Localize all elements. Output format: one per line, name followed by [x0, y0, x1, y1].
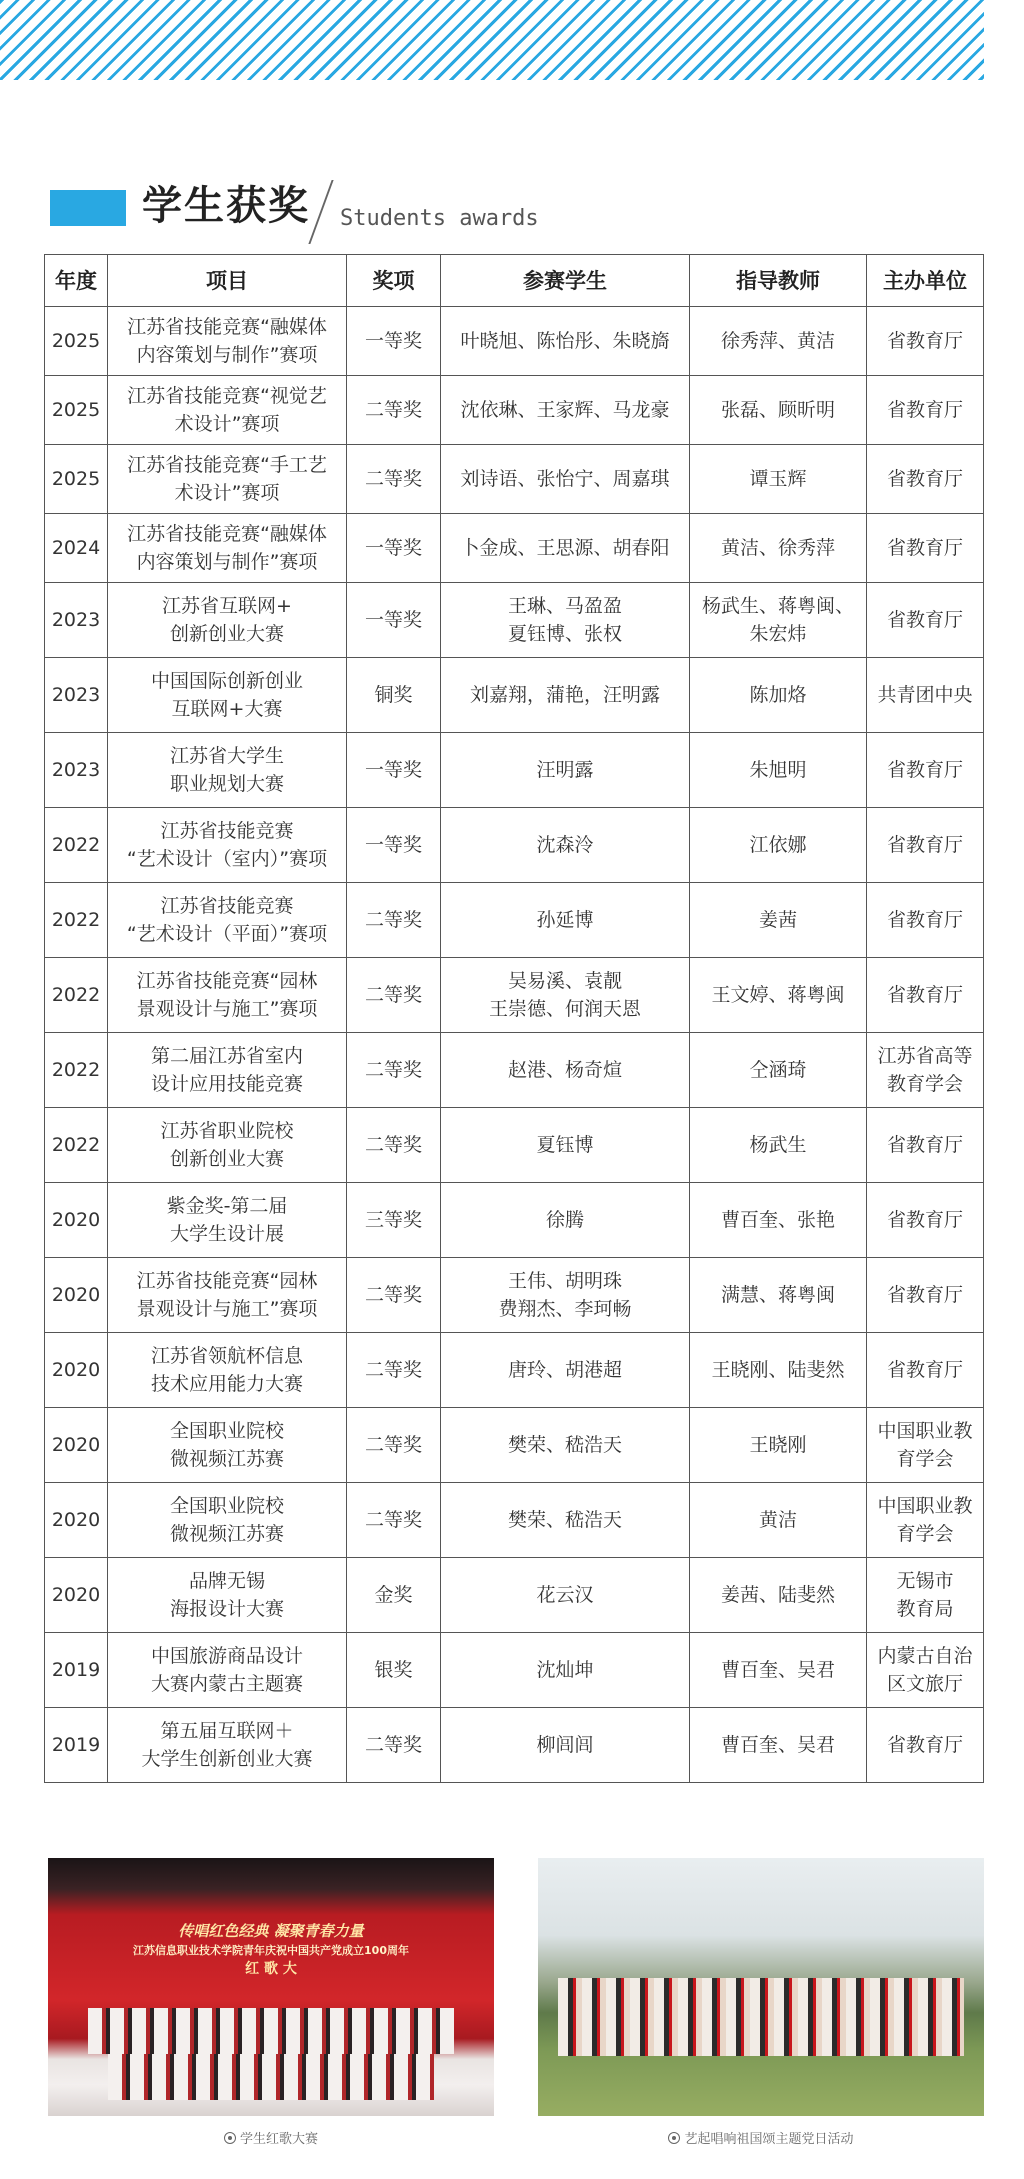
header-project: 项目: [108, 255, 347, 307]
project-cell: 第二届江苏省室内 设计应用技能竞赛: [108, 1033, 347, 1108]
students-cell: 柳闾闾: [441, 1708, 690, 1783]
caption-bullet-icon: [668, 2132, 680, 2144]
award-cell: 银奖: [347, 1633, 441, 1708]
year-cell: 2020: [45, 1483, 108, 1558]
year-cell: 2022: [45, 883, 108, 958]
year-cell: 2023: [45, 658, 108, 733]
organizer-cell: 省教育厅: [867, 514, 984, 583]
project-cell: 江苏省技能竞赛“融媒体 内容策划与制作”赛项: [108, 514, 347, 583]
students-cell: 卜金成、王思源、胡春阳: [441, 514, 690, 583]
year-cell: 2020: [45, 1333, 108, 1408]
organizer-cell: 省教育厅: [867, 307, 984, 376]
students-cell: 王伟、胡明珠 费翔杰、李珂畅: [441, 1258, 690, 1333]
project-cell: 全国职业院校 微视频江苏赛: [108, 1408, 347, 1483]
year-cell: 2020: [45, 1408, 108, 1483]
project-cell: 第五届互联网＋ 大学生创新创业大赛: [108, 1708, 347, 1783]
students-cell: 刘诗语、张怡宁、周嘉琪: [441, 445, 690, 514]
table-row: [45, 1333, 984, 1408]
organizer-cell: 省教育厅: [867, 1258, 984, 1333]
teachers-cell: 曹百奎、吴君: [690, 1633, 867, 1708]
organizer-cell: 省教育厅: [867, 1708, 984, 1783]
project-cell: 江苏省大学生 职业规划大赛: [108, 733, 347, 808]
award-cell: 二等奖: [347, 1333, 441, 1408]
award-cell: 金奖: [347, 1558, 441, 1633]
project-cell: 江苏省技能竞赛“手工艺 术设计”赛项: [108, 445, 347, 514]
students-cell: 刘嘉翔，蒲艳，汪明露: [441, 658, 690, 733]
table-row: [45, 808, 984, 883]
organizer-cell: 省教育厅: [867, 445, 984, 514]
year-cell: 2019: [45, 1633, 108, 1708]
year-cell: 2022: [45, 1033, 108, 1108]
teachers-cell: 王晓刚: [690, 1408, 867, 1483]
award-cell: 二等奖: [347, 1108, 441, 1183]
table-row: [45, 1408, 984, 1483]
award-cell: 二等奖: [347, 1033, 441, 1108]
award-cell: 二等奖: [347, 376, 441, 445]
students-cell: 沈森泠: [441, 808, 690, 883]
students-cell: 叶晓旭、陈怡彤、朱晓旖: [441, 307, 690, 376]
photo-caption-2: [538, 2128, 984, 2147]
organizer-cell: 共青团中央: [867, 658, 984, 733]
organizer-cell: 中国职业教 育学会: [867, 1483, 984, 1558]
year-cell: 2025: [45, 307, 108, 376]
section-title: [50, 178, 750, 242]
students-cell: 沈依琳、王家辉、马龙豪: [441, 376, 690, 445]
year-cell: 2022: [45, 958, 108, 1033]
year-cell: 2025: [45, 445, 108, 514]
students-cell: 孙延博: [441, 883, 690, 958]
teachers-cell: 谭玉辉: [690, 445, 867, 514]
project-cell: 江苏省技能竞赛“融媒体 内容策划与制作”赛项: [108, 307, 347, 376]
section-title-cn: 学生获奖: [142, 183, 310, 229]
organizer-cell: 省教育厅: [867, 958, 984, 1033]
stage-subtitle: 江苏信息职业技术学院青年庆祝中国共产党成立100周年: [133, 1944, 409, 1957]
teachers-cell: 仝涵琦: [690, 1033, 867, 1108]
organizer-cell: 内蒙古自治 区文旅厅: [867, 1633, 984, 1708]
teachers-cell: 满慧、蒋粤闽: [690, 1258, 867, 1333]
project-cell: 江苏省领航杯信息 技术应用能力大赛: [108, 1333, 347, 1408]
table-row: [45, 958, 984, 1033]
teachers-cell: 朱旭明: [690, 733, 867, 808]
header-year: 年度: [45, 255, 108, 307]
organizer-cell: 省教育厅: [867, 733, 984, 808]
teachers-cell: 杨武生、蒋粤闽、 朱宏炜: [690, 583, 867, 658]
students-cell: 王琳、马盈盈 夏钰博、张权: [441, 583, 690, 658]
table-row: [45, 514, 984, 583]
project-cell: 江苏省互联网+ 创新创业大赛: [108, 583, 347, 658]
teachers-cell: 曹百奎、吴君: [690, 1708, 867, 1783]
award-cell: 二等奖: [347, 1483, 441, 1558]
students-cell: 吴易溪、袁靓 王崇德、何润天恩: [441, 958, 690, 1033]
students-cell: 樊荣、嵇浩天: [441, 1483, 690, 1558]
award-cell: 二等奖: [347, 1258, 441, 1333]
header-organizer: 主办单位: [867, 255, 984, 307]
organizer-cell: 省教育厅: [867, 583, 984, 658]
table-row: [45, 376, 984, 445]
project-cell: 江苏省技能竞赛 “艺术设计（室内）”赛项: [108, 808, 347, 883]
header-teachers: 指导教师: [690, 255, 867, 307]
choir-front-row: [108, 2054, 434, 2100]
organizer-cell: 省教育厅: [867, 1108, 984, 1183]
year-cell: 2023: [45, 733, 108, 808]
teachers-cell: 江依娜: [690, 808, 867, 883]
table-row: [45, 1183, 984, 1258]
awards-table: [44, 254, 984, 1783]
organizer-cell: 江苏省高等 教育学会: [867, 1033, 984, 1108]
project-cell: 品牌无锡 海报设计大赛: [108, 1558, 347, 1633]
table-row: [45, 883, 984, 958]
year-cell: 2022: [45, 1108, 108, 1183]
awards-table-body: [45, 307, 984, 1783]
students-cell: 唐玲、胡港超: [441, 1333, 690, 1408]
photo-caption-1: [48, 2128, 494, 2147]
teachers-cell: 曹百奎、张艳: [690, 1183, 867, 1258]
award-cell: 一等奖: [347, 583, 441, 658]
table-row: [45, 1708, 984, 1783]
organizer-cell: 中国职业教 育学会: [867, 1408, 984, 1483]
table-header-row: [45, 255, 984, 307]
teachers-cell: 姜茜: [690, 883, 867, 958]
year-cell: 2020: [45, 1183, 108, 1258]
year-cell: 2024: [45, 514, 108, 583]
red-song-contest-photo: [48, 1858, 494, 2116]
project-cell: 中国国际创新创业 互联网+大赛: [108, 658, 347, 733]
teachers-cell: 徐秀萍、黄洁: [690, 307, 867, 376]
year-cell: 2025: [45, 376, 108, 445]
title-divider-slash: [308, 180, 333, 244]
table-row: [45, 658, 984, 733]
table-row: [45, 307, 984, 376]
year-cell: 2023: [45, 583, 108, 658]
year-cell: 2022: [45, 808, 108, 883]
party-day-activity-photo: [538, 1858, 984, 2116]
students-cell: 沈灿坤: [441, 1633, 690, 1708]
teachers-cell: 黄洁、徐秀萍: [690, 514, 867, 583]
award-cell: 二等奖: [347, 958, 441, 1033]
organizer-cell: 省教育厅: [867, 808, 984, 883]
activity-group: [558, 1978, 964, 2056]
award-cell: 一等奖: [347, 514, 441, 583]
award-cell: 一等奖: [347, 733, 441, 808]
photo-caption-2-text: 艺起唱响祖国颂主题党日活动: [684, 2132, 854, 2147]
teachers-cell: 王文婷、蒋粤闽: [690, 958, 867, 1033]
teachers-cell: 杨武生: [690, 1108, 867, 1183]
year-cell: 2020: [45, 1258, 108, 1333]
section-title-en: Students awards: [340, 206, 539, 231]
teachers-cell: 张磊、顾昕明: [690, 376, 867, 445]
students-cell: 樊荣、嵇浩天: [441, 1408, 690, 1483]
teachers-cell: 陈加烙: [690, 658, 867, 733]
award-cell: 二等奖: [347, 883, 441, 958]
project-cell: 江苏省技能竞赛“视觉艺 术设计”赛项: [108, 376, 347, 445]
award-cell: 一等奖: [347, 307, 441, 376]
organizer-cell: 省教育厅: [867, 1333, 984, 1408]
title-accent-bar: [50, 190, 126, 226]
project-cell: 中国旅游商品设计 大赛内蒙古主题赛: [108, 1633, 347, 1708]
header-students: 参赛学生: [441, 255, 690, 307]
project-cell: 江苏省技能竞赛“园林 景观设计与施工”赛项: [108, 958, 347, 1033]
table-row: [45, 1258, 984, 1333]
students-cell: 徐腾: [441, 1183, 690, 1258]
header-award: 奖项: [347, 255, 441, 307]
choir-back-row: [88, 2008, 454, 2054]
award-cell: 一等奖: [347, 808, 441, 883]
award-cell: 二等奖: [347, 1408, 441, 1483]
table-row: [45, 1108, 984, 1183]
project-cell: 江苏省技能竞赛“园林 景观设计与施工”赛项: [108, 1258, 347, 1333]
award-cell: 二等奖: [347, 445, 441, 514]
students-cell: 汪明露: [441, 733, 690, 808]
students-cell: 赵港、杨奇煊: [441, 1033, 690, 1108]
organizer-cell: 无锡市 教育局: [867, 1558, 984, 1633]
decorative-hatch-header: [0, 0, 984, 80]
stage-slogan: 传唱红色经典 凝聚青春力量: [178, 1922, 364, 1940]
table-row: [45, 733, 984, 808]
project-cell: 江苏省技能竞赛 “艺术设计（平面）”赛项: [108, 883, 347, 958]
teachers-cell: 黄洁: [690, 1483, 867, 1558]
year-cell: 2020: [45, 1558, 108, 1633]
project-cell: 全国职业院校 微视频江苏赛: [108, 1483, 347, 1558]
organizer-cell: 省教育厅: [867, 883, 984, 958]
stage-heading: 红 歌 大: [245, 1961, 297, 1977]
award-cell: 铜奖: [347, 658, 441, 733]
table-row: [45, 1633, 984, 1708]
award-cell: 三等奖: [347, 1183, 441, 1258]
award-cell: 二等奖: [347, 1708, 441, 1783]
project-cell: 江苏省职业院校 创新创业大赛: [108, 1108, 347, 1183]
organizer-cell: 省教育厅: [867, 376, 984, 445]
project-cell: 紫金奖-第二届 大学生设计展: [108, 1183, 347, 1258]
table-row: [45, 583, 984, 658]
year-cell: 2019: [45, 1708, 108, 1783]
photo-caption-1-text: 学生红歌大赛: [239, 2132, 318, 2147]
table-row: [45, 1483, 984, 1558]
caption-bullet-icon: [224, 2132, 236, 2144]
teachers-cell: 姜茜、陆斐然: [690, 1558, 867, 1633]
organizer-cell: 省教育厅: [867, 1183, 984, 1258]
table-row: [45, 1033, 984, 1108]
teachers-cell: 王晓刚、陆斐然: [690, 1333, 867, 1408]
students-cell: 夏钰博: [441, 1108, 690, 1183]
table-row: [45, 445, 984, 514]
table-row: [45, 1558, 984, 1633]
students-cell: 花云汉: [441, 1558, 690, 1633]
